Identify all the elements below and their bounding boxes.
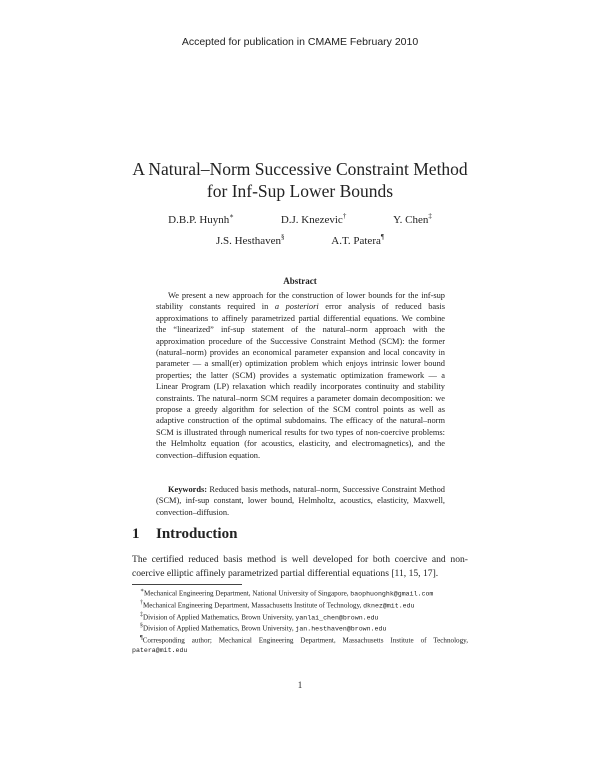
title-line-1: A Natural–Norm Successive Constraint Method [132,159,468,179]
authors-row-2 [0,233,600,247]
abstract-italic: a posteriori [274,302,319,312]
email-link[interactable]: yanlai_chen@brown.edu [295,613,379,621]
authors-row-1 [0,212,600,226]
keywords-text: Reduced basis methods, natural–norm, Successive Constraint Method (SCM), inf-sup constant, lower bound, Helmholtz, acoustics, elasticity, Maxwell, convection–diffusion. [156,485,445,517]
footnote: §Division of Applied Mathematics, Brown University, jan.hesthaven@brown.edu [140,623,387,633]
section-heading [132,526,237,543]
email-link[interactable]: jan.hesthaven@brown.edu [295,625,387,633]
author: D.B.P. Huynh∗ [168,212,235,226]
publication-banner: Accepted for publication in CMAME February 2010 [181,36,419,48]
footnote: ∗Mechanical Engineering Department, National University of Singapore, baophuonghk@gmail.com [140,588,434,598]
footnote: †Mechanical Engineering Department, Massachusetts Institute of Technology, dknez@mit.edu [140,599,415,610]
author: D.J. Knezevic† [280,212,347,226]
email-link[interactable]: dknez@mit.edu [363,602,415,610]
author: A.T. Patera¶ [331,233,385,247]
footnote: ‡Division of Applied Mathematics, Brown University, yanlai_chen@brown.edu [140,611,379,621]
email-link[interactable]: baophuonghk@gmail.com [350,590,434,598]
footnote-rule [132,584,242,585]
title-line-2: for Inf-Sup Lower Bounds [206,181,394,201]
intro-paragraph: The certified reduced basis method is well developed for both coercive and non-coercive elliptic affinely parametrized partial differential equations [11, 15, 17]. [132,554,468,579]
abstract-body: We present a new approach for the construction of lower bounds for the inf-sup stability constants required in a posteriori error analysis of reduced basis approximations to affinely parametrized partial differential equations. We combine the “linearized” inf-sup statement of the natural–norm approach with the approximation procedure of the Successive Constraint Method (SCM): the former (natural–norm) provides an economical parameter expansion and local concavity in parameter — a small(er) optimization problem which enjoys intrinsic lower bound properties; the latter (SCM) provides a systematic optimization framework — a Linear Program (LP) relaxation which readily incorporates continuity and stability constraints. The natural–norm SCM requires a parameter domain decomposition: we propose a greedy algorithm for selection of the SCM control points as well as adaptive construction of the optimal subdomains. The efficacy of the natural–norm SCM is illustrated through numerical results for two types of non-coercive problems: the Helmholtz equation (for acoustics, elasticity, and electromagnetics), and the convection–diffusion equation. [156,291,445,460]
section-title: Introduction [156,526,238,542]
author: J.S. Hesthaven§ [215,233,285,247]
paper-title [80,158,520,202]
page-number: 1 [297,680,303,690]
keywords [156,484,445,518]
section-number: 1 [132,526,140,542]
abstract-heading: Abstract [283,276,317,286]
footnotes [132,587,468,655]
footnote: ¶Corresponding author; Mechanical Engineering Department, Massachusetts Institute of Technology, patera@mit.edu [132,635,468,654]
email-link[interactable]: patera@mit.edu [132,646,188,654]
author: Y. Chen‡ [393,212,432,226]
keywords-label: Keywords: [168,485,208,494]
